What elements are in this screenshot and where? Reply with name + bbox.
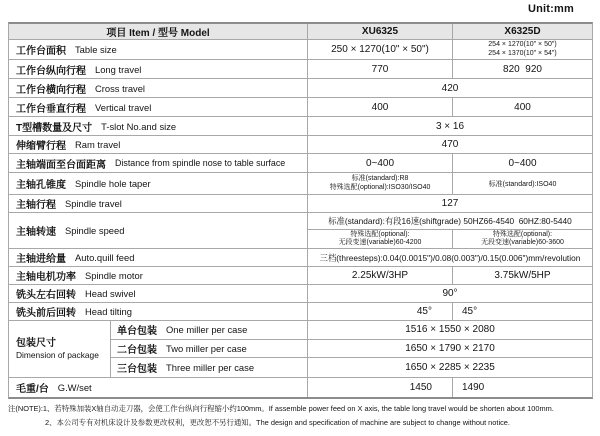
row-quill-feed	[9, 249, 592, 267]
package-two-value: 1650 × 1790 × 2170	[405, 343, 495, 354]
package-subrow-one	[111, 321, 592, 340]
footnote-line2: 2、本公司专有对机床设计及参数更改权利，更改恕不另行通知。The design and specification of machine are subject to change without notice.	[45, 418, 510, 427]
row-head-tilting	[9, 303, 592, 321]
t-slot-label-zh: T型槽数量及尺寸	[16, 122, 93, 134]
spindle-distance-x6325d: 0~400	[508, 157, 537, 169]
package-one-label-en: One miller per case	[166, 324, 248, 336]
spindle-speed-optional-x6325d-line1: 特殊选配(optional):	[492, 230, 553, 238]
spindle-travel-label-en: Spindle travel	[65, 198, 122, 209]
package-three-label	[111, 358, 308, 377]
long-travel-label-zh: 工作台纵向行程	[16, 65, 86, 77]
spindle-speed-optional-x6325d-line2: 无段变速(variable)60-3600	[481, 239, 564, 246]
spindle-motor-x6325d: 3.75kW/5HP	[494, 270, 551, 281]
quill-feed-label	[9, 249, 308, 266]
spindle-distance-label-zh: 主轴端面至台面距离	[16, 159, 106, 171]
head-swivel-label	[9, 285, 308, 302]
package-subrow-two	[111, 340, 592, 359]
row-gross-weight	[9, 378, 592, 397]
row-spindle-speed	[9, 213, 592, 249]
gross-weight-x6325d: 1490	[462, 382, 485, 393]
spindle-speed-optional-xu6325-line1: 特殊选配(optional):	[350, 230, 410, 238]
spindle-motor-xu6325: 2.25kW/3HP	[308, 267, 453, 284]
spindle-taper-label	[9, 173, 308, 194]
spindle-taper-xu6325-line2: 特殊选配(optional):ISO30/ISO40	[329, 183, 431, 191]
gross-weight-label-zh: 毛重/台	[16, 384, 49, 395]
package-one-value: 1516 × 1550 × 2080	[405, 324, 495, 336]
quill-feed-label-en: Auto.quill feed	[75, 252, 135, 263]
spindle-taper-xu6325	[308, 173, 453, 194]
vertical-travel-label	[9, 98, 308, 116]
head-tilting-label-en: Head tilting	[85, 306, 132, 317]
vertical-travel-xu6325: 400	[308, 98, 453, 116]
head-swivel-label-zh: 铣头左右回转	[16, 290, 76, 301]
table-size-xu6325: 250 × 1270(10" × 50")	[308, 40, 453, 59]
spindle-speed-optional-xu6325-line2: 无段变速(variable)60-4200	[338, 239, 422, 246]
long-travel-x6325d: 820 920	[503, 63, 542, 75]
spindle-speed-optional-row	[308, 230, 592, 248]
package-subrow-three	[111, 358, 592, 377]
table-size-label	[9, 40, 308, 59]
package-one-label	[111, 321, 308, 339]
spindle-travel-label-zh: 主轴行程	[16, 200, 56, 211]
spindle-speed-optional-xu6325	[308, 230, 453, 248]
row-head-swivel	[9, 285, 592, 303]
row-vertical-travel	[9, 98, 592, 117]
package-three-value: 1650 × 2285 × 2235	[405, 362, 495, 374]
spindle-speed-label-zh: 主轴转速	[16, 227, 56, 238]
spindle-distance-label	[9, 154, 308, 172]
table-size-label-en: Table size	[75, 44, 117, 55]
spindle-travel-label	[9, 195, 308, 212]
ram-travel-label-en: Ram travel	[75, 139, 121, 150]
header-model2-cell: X6325D	[504, 26, 541, 37]
row-cross-travel	[9, 79, 592, 98]
quill-feed-both: 三档(threesteps):0.04(0.0015")/0.08(0.003")/0.15(0.006")mm/revolution	[319, 252, 581, 263]
package-two-label-zh: 二台包装	[117, 345, 157, 356]
cross-travel-both: 420	[441, 82, 459, 94]
row-ram-travel	[9, 136, 592, 154]
footnotes	[8, 402, 596, 430]
spindle-taper-label-en: Spindle hole taper	[75, 178, 151, 189]
package-two-label-en: Two miller per case	[166, 343, 247, 354]
table-header-row	[9, 24, 592, 40]
head-tilting-label-zh: 铣头前后回转	[16, 308, 76, 319]
package-label	[9, 321, 111, 377]
ram-travel-label-zh: 伸缩臂行程	[16, 141, 66, 152]
spindle-motor-label-zh: 主轴电机功率	[16, 272, 76, 283]
row-spindle-motor	[9, 267, 592, 285]
spindle-travel-both: 127	[441, 198, 459, 209]
package-one-label-zh: 单台包装	[117, 326, 157, 338]
table-size-label-zh: 工作台面积	[16, 46, 66, 57]
spindle-taper-x6325d: 标准(standard):ISO40	[488, 180, 557, 188]
spindle-speed-values	[308, 213, 592, 248]
spindle-speed-label	[9, 213, 308, 248]
unit-label: Unit:mm	[527, 3, 574, 15]
header-item-cell: 项目 Item / 型号 Model	[9, 24, 308, 39]
table-size-x6325d	[453, 40, 592, 59]
spindle-taper-label-zh: 主轴孔锥度	[16, 180, 66, 191]
package-three-label-en: Three miller per case	[166, 362, 255, 374]
spindle-speed-optional-x6325d	[453, 230, 592, 248]
footnote-line1: 注(NOTE):1、若特殊加装X轴自动走刀器，会使工作台纵向行程缩小约100mm。If assemble power feed on X axis, the table long travel would be shorten about 100mm.	[8, 404, 554, 413]
spindle-distance-label-en: Distance from spindle nose to table surface	[115, 158, 286, 168]
head-tilting-x6325d: 45°	[462, 306, 478, 317]
spindle-motor-label	[9, 267, 308, 284]
head-tilting-label	[9, 303, 308, 320]
long-travel-label	[9, 60, 308, 78]
spindle-distance-xu6325: 0~400	[308, 154, 453, 172]
header-model1-cell: XU6325	[308, 24, 453, 39]
cross-travel-label-en: Cross travel	[95, 82, 146, 94]
gross-weight-label-en: G.W/set	[57, 382, 92, 393]
vertical-travel-label-zh: 工作台垂直行程	[16, 103, 86, 115]
head-tilting-xu6325: 45°	[308, 303, 453, 320]
row-long-travel	[9, 60, 592, 79]
package-label-en: Dimension of package	[16, 350, 99, 360]
package-subrows	[111, 321, 592, 377]
row-spindle-distance	[9, 154, 592, 173]
ram-travel-both: 470	[441, 139, 459, 150]
vertical-travel-label-en: Vertical travel	[95, 101, 152, 113]
quill-feed-label-zh: 主轴进给量	[16, 254, 66, 265]
head-swivel-label-en: Head swivel	[85, 288, 136, 299]
table-size-x6325d-line1: 254 × 1270(10" × 50")	[488, 41, 557, 49]
cross-travel-label-zh: 工作台横向行程	[16, 84, 86, 96]
package-two-label	[111, 340, 308, 358]
long-travel-xu6325: 770	[308, 60, 453, 78]
long-travel-label-en: Long travel	[95, 63, 142, 75]
cross-travel-label	[9, 79, 308, 97]
spec-table	[8, 22, 593, 399]
row-spindle-taper	[9, 173, 592, 195]
vertical-travel-x6325d: 400	[514, 101, 531, 113]
row-spindle-travel	[9, 195, 592, 213]
spindle-motor-label-en: Spindle motor	[85, 270, 143, 281]
gross-weight-label	[9, 378, 308, 397]
t-slot-label	[9, 117, 308, 135]
row-package-group	[9, 321, 592, 378]
spindle-speed-standard: 标准(standard):有段16速(shiftgrade) 50HZ66-4540 60HZ:80-5440	[308, 213, 592, 230]
row-table-size	[9, 40, 592, 60]
row-t-slot	[9, 117, 592, 136]
t-slot-label-en: T-slot No.and size	[101, 120, 177, 132]
head-swivel-both: 90°	[442, 288, 458, 299]
table-size-x6325d-line2: 254 × 1370(10" × 54")	[488, 49, 557, 57]
spindle-taper-xu6325-line1: 标准(standard):R8	[351, 175, 409, 183]
ram-travel-label	[9, 136, 308, 153]
package-three-label-zh: 三台包装	[117, 364, 157, 376]
gross-weight-xu6325: 1450	[308, 378, 453, 397]
package-label-zh: 包装尺寸	[16, 337, 56, 349]
spindle-speed-label-en: Spindle speed	[65, 225, 125, 236]
t-slot-both: 3 × 16	[435, 120, 465, 132]
